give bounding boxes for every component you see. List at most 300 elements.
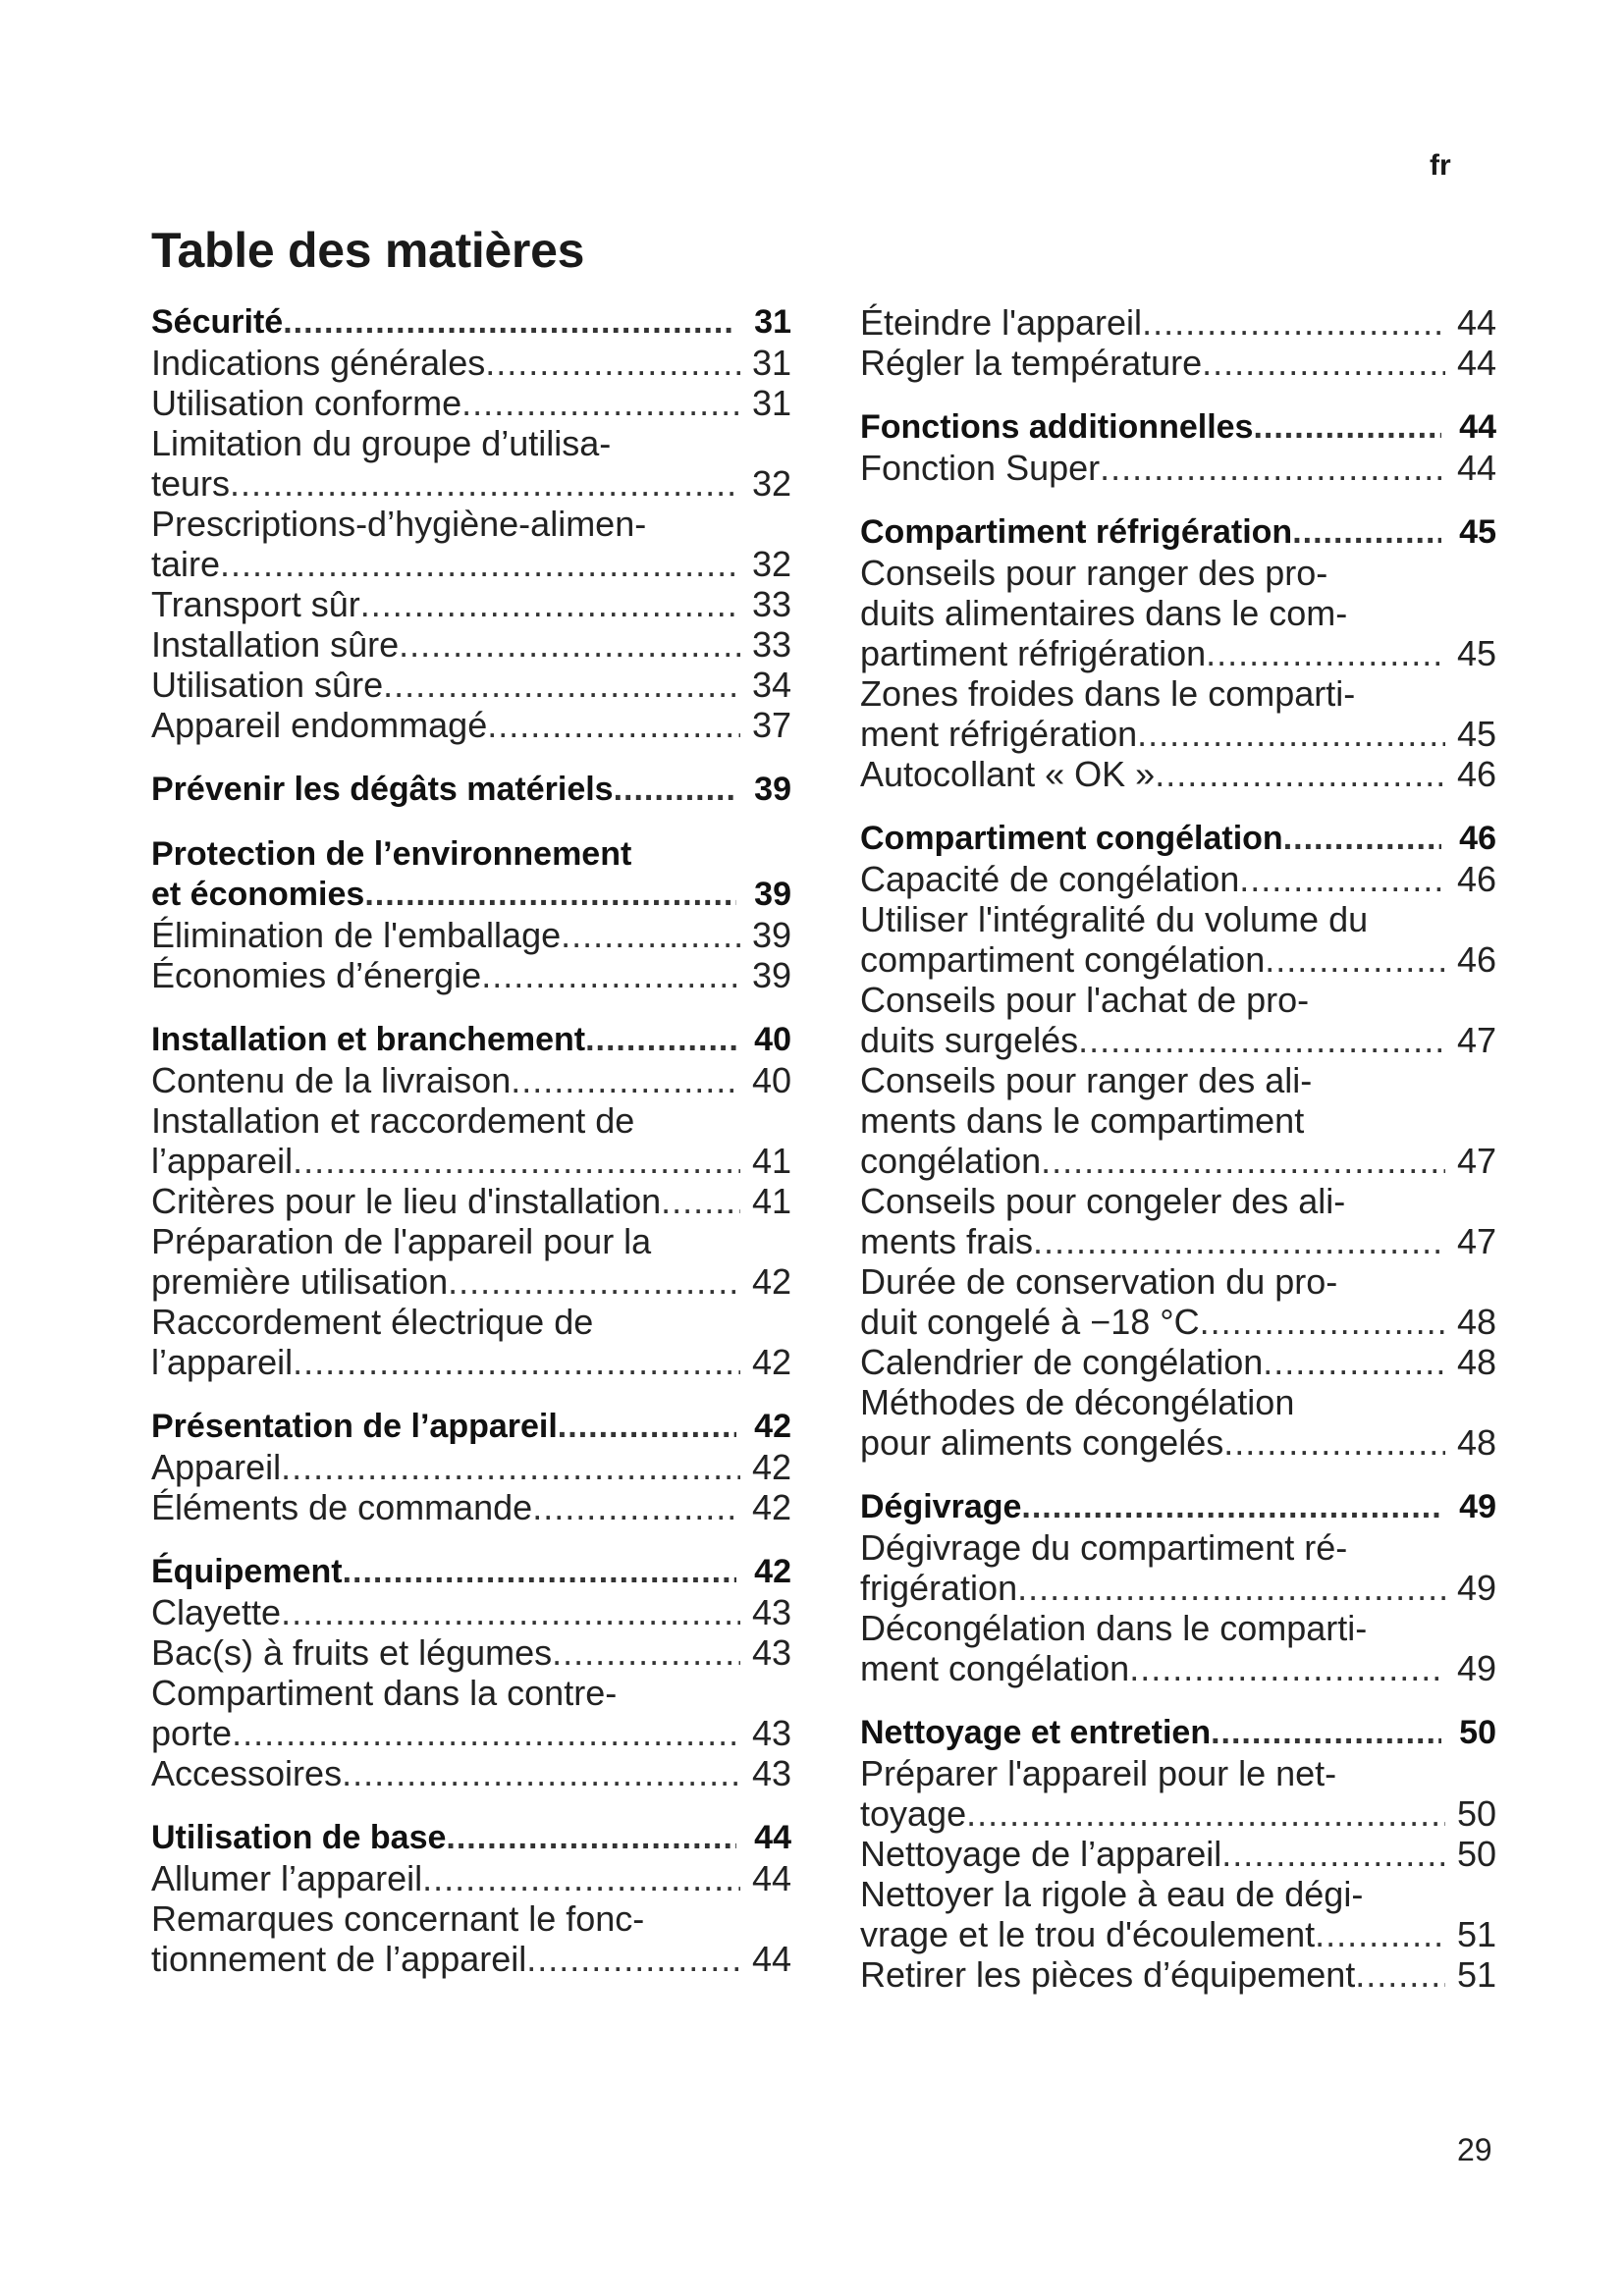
toc-heading-line: [151, 1407, 791, 1447]
toc-entry-text: Conseils pour congeler des ali-: [860, 1181, 1346, 1221]
toc-entry-line: [151, 1221, 791, 1261]
toc-entry-text: Prescriptions-d’hygiène-alimen-: [151, 504, 647, 544]
toc-entry-line: [151, 1487, 791, 1527]
dot-leader: [383, 665, 740, 705]
dot-leader: [485, 343, 740, 383]
toc-entry-line: [151, 504, 791, 544]
toc-entry-text: ments dans le compartiment: [860, 1100, 1305, 1141]
toc-heading-link[interactable]: [151, 1407, 791, 1447]
toc-heading-link[interactable]: [860, 1487, 1496, 1527]
toc-heading-page: 50: [1459, 1714, 1496, 1751]
toc-entry-link[interactable]: [860, 1753, 1496, 1834]
toc-entry-page: 51: [1456, 1954, 1496, 1995]
toc-entry-line: [860, 899, 1496, 939]
toc-entry-link[interactable]: [860, 754, 1496, 794]
dot-leader: [585, 1020, 736, 1060]
toc-entry-text: duits surgelés: [860, 1020, 1079, 1060]
dot-leader: [232, 1713, 740, 1753]
toc-entry-page: 39: [751, 915, 791, 955]
dot-leader: [1017, 1568, 1445, 1608]
toc-entry-page: 41: [751, 1181, 791, 1221]
toc-entry-text: frigération: [860, 1568, 1018, 1608]
toc-entry-line: [860, 1141, 1496, 1181]
toc-entry-line: [151, 1141, 791, 1181]
toc-entry-page: 47: [1456, 1020, 1496, 1060]
toc-section: [151, 770, 791, 810]
toc-heading-line: [860, 512, 1496, 553]
toc-entry-text: l’appareil: [151, 1141, 294, 1181]
toc-entry-line: [151, 665, 791, 705]
toc-entry-link[interactable]: [860, 1181, 1496, 1261]
toc-entry-line: [151, 463, 791, 504]
toc-entry-page: 40: [751, 1060, 791, 1100]
toc-entry-text: Décongélation dans le comparti-: [860, 1608, 1368, 1648]
toc-entry-text: Installation et raccordement de: [151, 1100, 635, 1141]
toc-heading-text: Installation et branchement: [151, 1021, 586, 1058]
toc-entry-link[interactable]: [860, 899, 1496, 980]
toc-entry-link[interactable]: [860, 1261, 1496, 1342]
toc-entry-link[interactable]: [860, 980, 1496, 1060]
toc-entry-line: [860, 980, 1496, 1020]
toc-entry-link[interactable]: [860, 1874, 1496, 1954]
toc-entry-page: 32: [751, 544, 791, 584]
toc-entry-link[interactable]: [151, 915, 791, 955]
toc-entry-link[interactable]: [151, 1487, 791, 1527]
toc-entry-text: Nettoyer la rigole à eau de dégi-: [860, 1874, 1364, 1914]
toc-entry-text: Allumer l’appareil: [151, 1858, 423, 1898]
toc-entry-text: congélation: [860, 1141, 1042, 1181]
toc-entry-link[interactable]: [860, 673, 1496, 754]
toc-entry-line: [151, 1261, 791, 1302]
dot-leader: [1078, 1020, 1445, 1060]
toc-entry-line: [860, 1100, 1496, 1141]
toc-heading-link[interactable]: [151, 1020, 791, 1060]
toc-entry-line: [860, 1382, 1496, 1422]
toc-heading-link[interactable]: [151, 1552, 791, 1592]
toc-entry-page: 39: [751, 955, 791, 995]
toc-entry-line: [151, 1181, 791, 1221]
toc-entry-text: Clayette: [151, 1592, 282, 1632]
dot-leader: [1221, 1834, 1445, 1874]
toc-section: [151, 302, 791, 745]
toc-entry-line: [860, 859, 1496, 899]
toc-entry-line: [151, 624, 791, 665]
toc-heading-line: [151, 770, 791, 810]
toc-entry-page: 43: [751, 1632, 791, 1673]
toc-heading-text: Présentation de l’appareil: [151, 1408, 558, 1445]
toc-entry-page: 33: [751, 584, 791, 624]
toc-section: [151, 1818, 791, 1979]
toc-heading-page: 49: [1459, 1488, 1496, 1525]
dot-leader: [342, 1753, 740, 1793]
toc-entry-text: Conseils pour l'achat de pro-: [860, 980, 1310, 1020]
dot-leader: [422, 1858, 740, 1898]
dot-leader: [293, 1141, 740, 1181]
toc-entry-text: Transport sûr: [151, 584, 360, 624]
toc-entry-line: [151, 1060, 791, 1100]
toc-entry-page: 46: [1456, 754, 1496, 794]
toc-entry-line: [151, 544, 791, 584]
dot-leader: [1033, 1221, 1445, 1261]
toc-entry-link[interactable]: [151, 665, 791, 705]
toc-heading-text: Protection de l’environnement: [151, 835, 632, 873]
toc-entry-line: [860, 448, 1496, 488]
toc-section: [151, 1407, 791, 1527]
language-tag: fr: [1430, 149, 1451, 182]
toc-entry-line: [151, 705, 791, 745]
toc-entry-text: Capacité de congélation: [860, 859, 1240, 899]
toc-entry-text: Économies d’énergie: [151, 955, 482, 995]
toc-section: [151, 834, 791, 995]
toc-entry-link[interactable]: [860, 343, 1496, 383]
toc-entry-line: [151, 955, 791, 995]
toc-entry-text: Retirer les pièces d’équipement: [860, 1954, 1356, 1995]
toc-entry-link[interactable]: [151, 383, 791, 423]
toc-heading-link[interactable]: [860, 407, 1496, 448]
toc-section: [860, 407, 1496, 488]
toc-entry-link[interactable]: [151, 584, 791, 624]
toc-heading-link[interactable]: [151, 834, 791, 915]
toc-entry-line: [151, 1858, 791, 1898]
toc-entry-text: ments frais: [860, 1221, 1034, 1261]
toc-heading-page: 31: [754, 303, 791, 341]
dot-leader: [446, 1818, 736, 1858]
toc-entry-link[interactable]: [151, 1060, 791, 1100]
toc-heading-text: Nettoyage et entretien: [860, 1714, 1212, 1751]
dot-leader: [1253, 407, 1441, 448]
toc-entry-link[interactable]: [860, 448, 1496, 488]
toc-entry-text: duit congelé à −18 °C: [860, 1302, 1200, 1342]
toc-entry-link[interactable]: [860, 1527, 1496, 1608]
dot-leader: [1239, 859, 1445, 899]
toc-entry-text: toyage: [860, 1793, 967, 1834]
dot-leader: [293, 1342, 740, 1382]
dot-leader: [552, 1632, 740, 1673]
toc-entry-text: Régler la température: [860, 343, 1203, 383]
toc-entry-page: 47: [1456, 1141, 1496, 1181]
toc-entry-text: tionnement de l’appareil: [151, 1939, 527, 1979]
toc-entry-link[interactable]: [860, 1342, 1496, 1382]
toc-entry-line: [860, 1874, 1496, 1914]
dot-leader: [1142, 302, 1445, 343]
dot-leader: [1283, 819, 1441, 859]
dot-leader: [1315, 1914, 1445, 1954]
toc-entry-text: Utilisation conforme: [151, 383, 462, 423]
toc-entry-line: [860, 939, 1496, 980]
toc-right-column: [860, 302, 1496, 1995]
dot-leader: [532, 1487, 740, 1527]
toc-entry-text: Installation sûre: [151, 624, 400, 665]
toc-entry-link[interactable]: [151, 955, 791, 995]
dot-leader: [1355, 1954, 1445, 1995]
toc-entry-link[interactable]: [151, 1753, 791, 1793]
toc-entry-line: [860, 754, 1496, 794]
toc-entry-text: ment congélation: [860, 1648, 1130, 1688]
toc-entry-line: [860, 1020, 1496, 1060]
toc-entry-line: [860, 593, 1496, 633]
toc-entry-text: taire: [151, 544, 221, 584]
toc-entry-text: Remarques concernant le fonc-: [151, 1898, 645, 1939]
dot-leader: [283, 302, 736, 343]
toc-heading-page: 42: [754, 1553, 791, 1590]
toc-entry-page: 46: [1456, 859, 1496, 899]
toc-entry-text: Autocollant « OK »: [860, 754, 1156, 794]
toc-heading-link[interactable]: [860, 512, 1496, 553]
toc-entry-link[interactable]: [151, 1447, 791, 1487]
toc-entry-text: Durée de conservation du pro-: [860, 1261, 1338, 1302]
toc-entry-text: pour aliments congelés: [860, 1422, 1224, 1463]
toc-entry-text: Indications générales: [151, 343, 486, 383]
toc-entry-page: 43: [751, 1592, 791, 1632]
toc-entry-link[interactable]: [860, 859, 1496, 899]
toc-entry-page: 31: [751, 343, 791, 383]
toc-entry-line: [151, 1939, 791, 1979]
toc-heading-link[interactable]: [860, 819, 1496, 859]
toc-entry-line: [860, 553, 1496, 593]
toc-entry-line: [151, 1632, 791, 1673]
toc-entry-link[interactable]: [151, 1181, 791, 1221]
toc-entry-text: Critères pour le lieu d'installation: [151, 1181, 662, 1221]
toc-entry-link[interactable]: [151, 423, 791, 504]
toc-entry-text: Utiliser l'intégralité du volume du: [860, 899, 1369, 939]
toc-entry-page: 44: [751, 1858, 791, 1898]
toc-entry-text: l’appareil: [151, 1342, 294, 1382]
toc-entry-page: 34: [751, 665, 791, 705]
toc-entry-page: 42: [751, 1342, 791, 1382]
toc-entry-line: [860, 1527, 1496, 1568]
dot-leader: [360, 584, 740, 624]
toc-entry-text: Préparation de l'appareil pour la: [151, 1221, 652, 1261]
toc-heading-text: Dégivrage: [860, 1488, 1022, 1525]
toc-entry-page: 48: [1456, 1422, 1496, 1463]
toc-entry-line: [860, 302, 1496, 343]
toc-entry-line: [860, 1221, 1496, 1261]
toc-entry-line: [151, 1447, 791, 1487]
toc-entry-line: [860, 1648, 1496, 1688]
toc-section: [151, 1552, 791, 1793]
toc-heading-page: 39: [754, 876, 791, 913]
toc-entry-text: Méthodes de décongélation: [860, 1382, 1295, 1422]
toc-entry-link[interactable]: [151, 1100, 791, 1181]
dot-leader: [1223, 1422, 1445, 1463]
toc-entry-link[interactable]: [151, 1632, 791, 1673]
dot-leader: [1021, 1487, 1441, 1527]
toc-entry-text: première utilisation: [151, 1261, 449, 1302]
toc-entry-text: Bac(s) à fruits et légumes: [151, 1632, 553, 1673]
dot-leader: [461, 383, 740, 423]
dot-leader: [558, 1407, 736, 1447]
toc-heading-line: [860, 1713, 1496, 1753]
dot-leader: [1202, 343, 1445, 383]
toc-entry-text: Contenu de la livraison: [151, 1060, 512, 1100]
toc-entry-page: 31: [751, 383, 791, 423]
toc-heading-page: 39: [754, 771, 791, 808]
toc-entry-text: porte: [151, 1713, 233, 1753]
toc-entry-text: Calendrier de congélation: [860, 1342, 1264, 1382]
toc-entry-link[interactable]: [151, 1858, 791, 1898]
toc-section: [860, 1713, 1496, 1995]
toc-entry-line: [860, 673, 1496, 714]
toc-entry-link[interactable]: [151, 1221, 791, 1302]
dot-leader: [1206, 633, 1445, 673]
dot-leader: [1129, 1648, 1445, 1688]
toc-section: [860, 819, 1496, 1463]
toc-heading-page: 40: [754, 1021, 791, 1058]
dot-leader: [966, 1793, 1445, 1834]
toc-heading-line: [151, 1818, 791, 1858]
toc-entry-link[interactable]: [151, 1592, 791, 1632]
toc-entry-line: [860, 1793, 1496, 1834]
toc-entry-text: Conseils pour ranger des ali-: [860, 1060, 1313, 1100]
toc-entry-page: 43: [751, 1713, 791, 1753]
toc-entry-page: 49: [1456, 1648, 1496, 1688]
toc-entry-page: 45: [1456, 714, 1496, 754]
toc-entry-text: Conseils pour ranger des pro-: [860, 553, 1328, 593]
toc-entry-line: [860, 343, 1496, 383]
toc-entry-line: [151, 1592, 791, 1632]
dot-leader: [281, 1447, 740, 1487]
toc-entry-text: compartiment congélation: [860, 939, 1266, 980]
toc-entry-link[interactable]: [860, 1382, 1496, 1463]
toc-section: [151, 1020, 791, 1382]
toc-entry-line: [151, 1673, 791, 1713]
toc-heading-link[interactable]: [151, 770, 791, 810]
toc-entry-link[interactable]: [151, 624, 791, 665]
dot-leader: [661, 1181, 740, 1221]
toc-entry-link[interactable]: [860, 1954, 1496, 1995]
toc-heading-line: [151, 1552, 791, 1592]
toc-entry-page: 44: [1456, 448, 1496, 488]
toc-entry-line: [151, 343, 791, 383]
toc-heading-line: [860, 819, 1496, 859]
dot-leader: [1137, 714, 1445, 754]
toc-entry-page: 42: [751, 1447, 791, 1487]
toc-heading-page: 44: [1459, 408, 1496, 446]
toc-entry-link[interactable]: [151, 1898, 791, 1979]
toc-entry-line: [151, 1302, 791, 1342]
toc-entry-link[interactable]: [860, 553, 1496, 673]
toc-entry-text: Dégivrage du compartiment ré-: [860, 1527, 1348, 1568]
toc-entry-line: [860, 1954, 1496, 1995]
toc-heading-line: [151, 834, 791, 875]
toc-entry-link[interactable]: [860, 1060, 1496, 1181]
toc-entry-page: 44: [751, 1939, 791, 1979]
dot-leader: [230, 463, 740, 504]
dot-leader: [511, 1060, 740, 1100]
dot-leader: [399, 624, 740, 665]
toc-entry-link[interactable]: [151, 1673, 791, 1753]
toc-entry-text: Préparer l'appareil pour le net-: [860, 1753, 1337, 1793]
dot-leader: [448, 1261, 740, 1302]
toc-entry-link[interactable]: [151, 504, 791, 584]
toc-heading-page: 42: [754, 1408, 791, 1445]
toc-heading-text: et économies: [151, 876, 365, 913]
dot-leader: [1155, 754, 1445, 794]
dot-leader: [364, 875, 736, 915]
dot-leader: [343, 1552, 737, 1592]
toc-entry-page: 50: [1456, 1793, 1496, 1834]
dot-leader: [1041, 1141, 1445, 1181]
dot-leader: [281, 1592, 740, 1632]
toc-entry-page: 42: [751, 1487, 791, 1527]
toc-entry-page: 48: [1456, 1302, 1496, 1342]
toc-entry-text: Fonction Super: [860, 448, 1101, 488]
toc-entry-line: [860, 1342, 1496, 1382]
toc-entry-line: [860, 633, 1496, 673]
toc-entry-link[interactable]: [860, 302, 1496, 343]
toc-entry-line: [860, 1608, 1496, 1648]
toc-entry-link[interactable]: [151, 343, 791, 383]
toc-entry-text: vrage et le trou d'écoulement: [860, 1914, 1316, 1954]
toc-entry-text: Raccordement électrique de: [151, 1302, 594, 1342]
toc-entry-page: 44: [1456, 343, 1496, 383]
toc-heading-page: 46: [1459, 820, 1496, 857]
toc-heading-line: [151, 875, 791, 915]
toc-entry-text: teurs: [151, 463, 231, 504]
page-title: Table des matières: [151, 223, 585, 278]
toc-heading-link[interactable]: [151, 302, 791, 343]
toc-entry-link[interactable]: [151, 705, 791, 745]
dot-leader: [1265, 939, 1445, 980]
toc-heading-text: Équipement: [151, 1553, 343, 1590]
dot-leader: [1263, 1342, 1445, 1382]
dot-leader: [1200, 1302, 1445, 1342]
dot-leader: [220, 544, 740, 584]
toc-entry-line: [151, 423, 791, 463]
toc-entry-text: Élimination de l'emballage: [151, 915, 562, 955]
toc-entry-text: Éteindre l'appareil: [860, 302, 1143, 343]
toc-heading-link[interactable]: [151, 1818, 791, 1858]
toc-entry-link[interactable]: [860, 1608, 1496, 1688]
toc-entry-line: [151, 584, 791, 624]
toc-entry-link[interactable]: [151, 1302, 791, 1382]
toc-entry-text: Éléments de commande: [151, 1487, 533, 1527]
toc-heading-text: Sécurité: [151, 303, 284, 341]
toc-entry-page: 51: [1456, 1914, 1496, 1954]
dot-leader: [1100, 448, 1445, 488]
toc-entry-page: 42: [751, 1261, 791, 1302]
toc-entry-text: duits alimentaires dans le com-: [860, 593, 1348, 633]
toc-entry-line: [860, 1914, 1496, 1954]
toc-entry-line: [860, 1060, 1496, 1100]
toc-entry-text: partiment réfrigération: [860, 633, 1207, 673]
toc-entry-link[interactable]: [860, 1834, 1496, 1874]
toc-entry-page: 43: [751, 1753, 791, 1793]
toc-heading-text: Fonctions additionnelles: [860, 408, 1254, 446]
toc-entry-line: [860, 1181, 1496, 1221]
toc-entry-line: [151, 1713, 791, 1753]
toc-left-column: [151, 302, 791, 1979]
toc-entry-page: 37: [751, 705, 791, 745]
toc-entry-text: Appareil endommagé: [151, 705, 488, 745]
toc-entry-page: 49: [1456, 1568, 1496, 1608]
toc-heading-link[interactable]: [860, 1713, 1496, 1753]
toc-heading-line: [860, 407, 1496, 448]
toc-entry-text: Limitation du groupe d’utilisa-: [151, 423, 612, 463]
toc-section: [860, 512, 1496, 794]
toc-heading-text: Compartiment congélation: [860, 820, 1283, 857]
dot-leader: [526, 1939, 740, 1979]
dot-leader: [481, 955, 740, 995]
dot-leader: [561, 915, 740, 955]
toc-heading-text: Utilisation de base: [151, 1819, 447, 1856]
toc-entry-text: Compartiment dans la contre-: [151, 1673, 618, 1713]
toc-heading-line: [860, 1487, 1496, 1527]
toc-entry-page: 47: [1456, 1221, 1496, 1261]
toc-entry-text: Zones froides dans le comparti-: [860, 673, 1356, 714]
toc-heading-line: [151, 1020, 791, 1060]
toc-entry-line: [860, 1834, 1496, 1874]
